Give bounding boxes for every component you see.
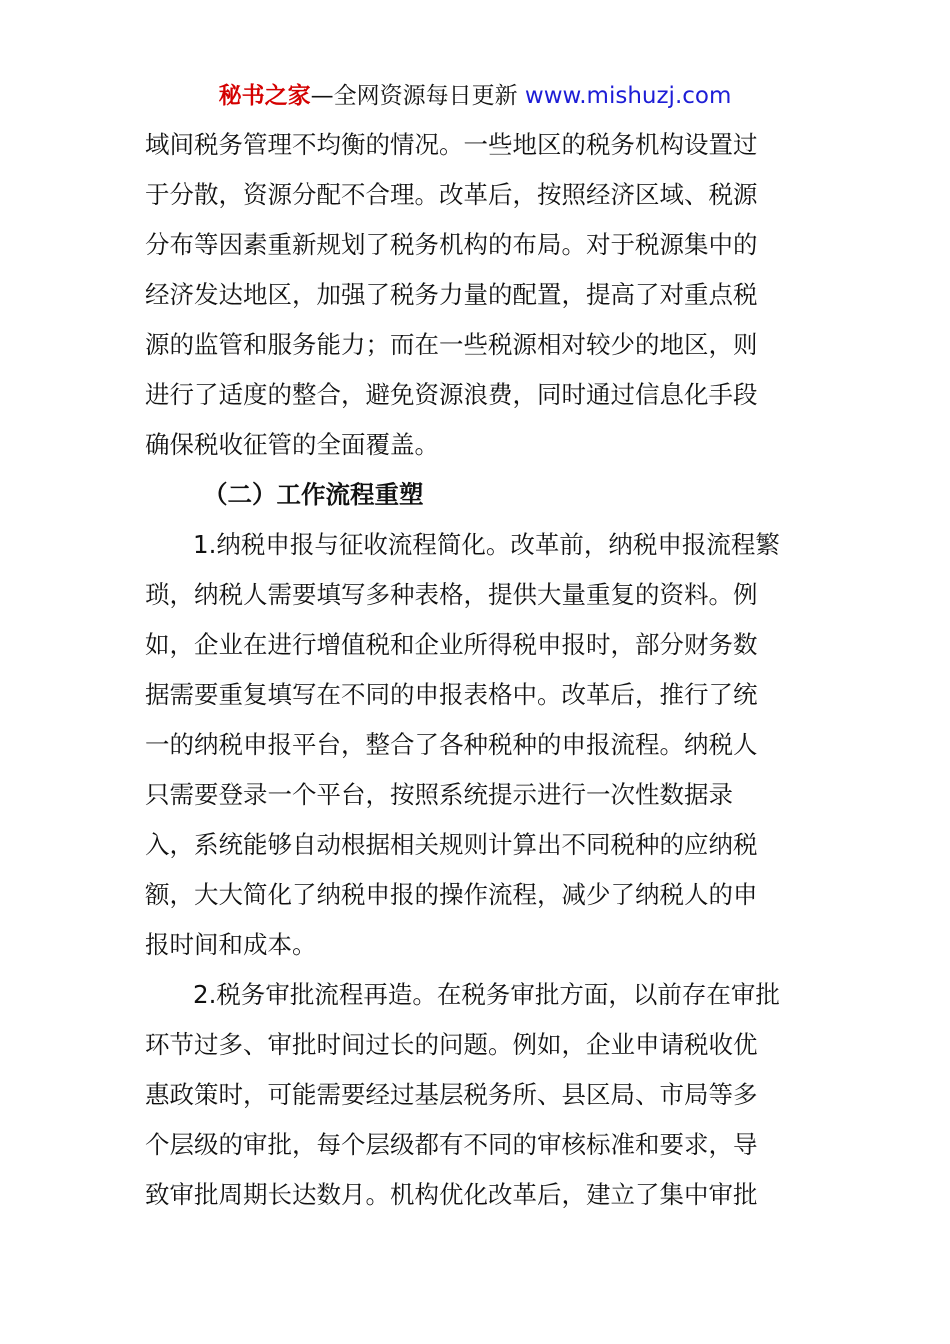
text-line: 致审批周期长达数月。机构优化改革后，建立了集中审批 xyxy=(145,1180,758,1209)
text-line: 据需要重复填写在不同的申报表格中。改革后，推行了统 xyxy=(145,680,758,709)
text-line: 确保税收征管的全面覆盖。 xyxy=(145,430,439,459)
text-line: 惠政策时，可能需要经过基层税务所、县区局、市局等多 xyxy=(145,1080,758,1109)
text-line: 报时间和成本。 xyxy=(145,930,317,959)
paragraph-first-line: 2.税务审批流程再造。在税务审批方面，以前存在审批 xyxy=(193,980,780,1009)
text-line: 额，大大简化了纳税申报的操作流程，减少了纳税人的申 xyxy=(145,880,758,909)
text-line: 如，企业在进行增值税和企业所得税申报时，部分财务数 xyxy=(145,630,758,659)
text-line: 入，系统能够自动根据相关规则计算出不同税种的应纳税 xyxy=(145,830,758,859)
document-body xyxy=(145,120,810,1220)
site-brand: 秘书之家 xyxy=(218,83,311,109)
page-header xyxy=(0,80,950,112)
site-url-link[interactable]: www.mishuzj.com xyxy=(524,83,732,109)
paragraph-first-line: 1.纳税申报与征收流程简化。改革前，纳税申报流程繁 xyxy=(193,530,780,559)
text-line: 个层级的审批，每个层级都有不同的审核标准和要求，导 xyxy=(145,1130,758,1159)
text-line: 琐，纳税人需要填写多种表格，提供大量重复的资料。例 xyxy=(145,580,758,609)
text-line: 于分散，资源分配不合理。改革后，按照经济区域、税源 xyxy=(145,180,758,209)
text-line: 环节过多、审批时间过长的问题。例如，企业申请税收优 xyxy=(145,1030,758,1059)
text-line: 进行了适度的整合，避免资源浪费，同时通过信息化手段 xyxy=(145,380,758,409)
site-tagline: —全网资源每日更新 xyxy=(310,83,525,109)
text-line: 源的监管和服务能力；而在一些税源相对较少的地区，则 xyxy=(145,330,758,359)
text-line: 域间税务管理不均衡的情况。一些地区的税务机构设置过 xyxy=(145,130,758,159)
section-heading: （二）工作流程重塑 xyxy=(203,480,424,509)
text-line: 一的纳税申报平台，整合了各种税种的申报流程。纳税人 xyxy=(145,730,758,759)
text-line: 分布等因素重新规划了税务机构的布局。对于税源集中的 xyxy=(145,230,758,259)
text-line: 经济发达地区，加强了税务力量的配置，提高了对重点税 xyxy=(145,280,758,309)
text-line: 只需要登录一个平台，按照系统提示进行一次性数据录 xyxy=(145,780,733,809)
